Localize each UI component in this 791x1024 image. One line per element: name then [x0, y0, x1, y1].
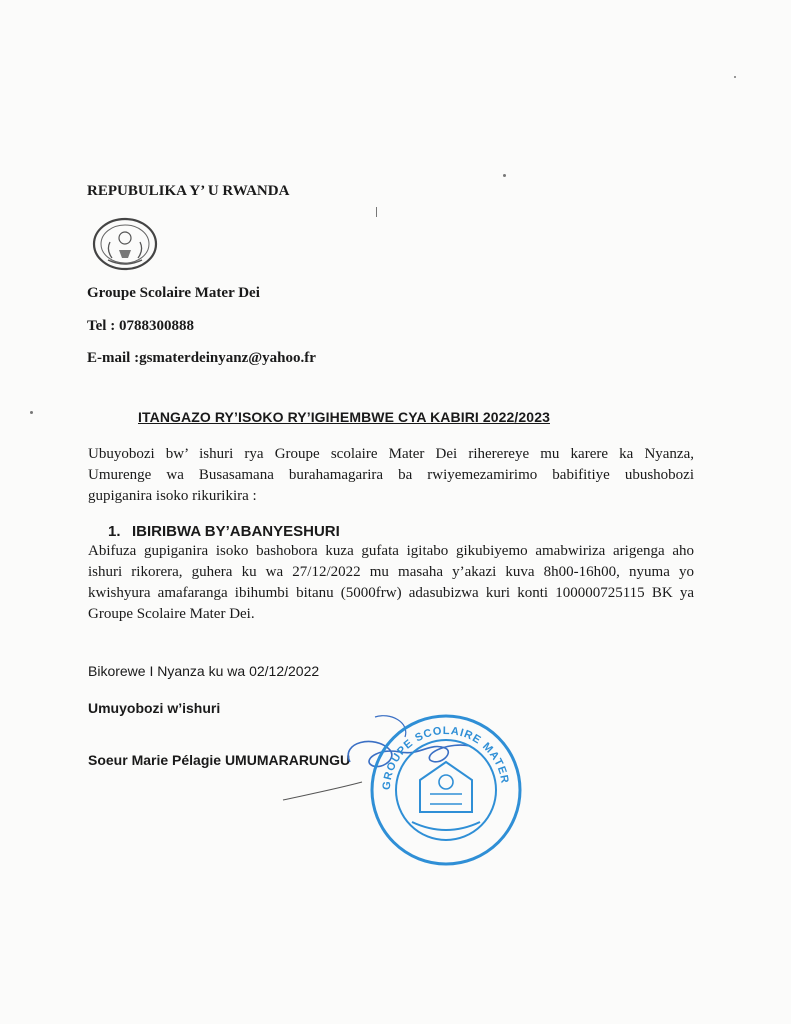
item-number: 1.	[108, 523, 121, 540]
body-line: Abifuza gupiganira isoko bashobora kuza gufata igitabo gikubiyemo amabwiriza arigenga aho	[88, 543, 694, 559]
scan-speck	[503, 174, 506, 177]
scan-speck	[376, 207, 377, 217]
signatory-name: Soeur Marie Pélagie UMUMARARUNGU	[88, 752, 351, 768]
body-line: ishuri rikorera, guhera ku wa 27/12/2022 mu masaha y’akazi kuva 8h00-16h00, nyuma yo	[88, 564, 694, 580]
school-name: Groupe Scolaire Mater Dei	[87, 285, 260, 301]
tender-item	[108, 523, 340, 540]
country-header: REPUBULIKA Y’ U RWANDA	[87, 183, 290, 199]
rwanda-seal-logo	[90, 216, 160, 272]
body-paragraph	[88, 541, 694, 625]
email: E-mail :gsmaterdeinyanz@yahoo.fr	[87, 350, 316, 366]
body-line: kwishyura amafaranga ibihumbi bitanu (5000frw) adasubizwa kuri konti 100000725115 BK ya	[88, 585, 694, 601]
signatory-role: Umuyobozi w’ishuri	[88, 700, 221, 716]
place-date: Bikorewe I Nyanza ku wa 02/12/2022	[88, 663, 320, 679]
school-stamp	[368, 712, 524, 868]
scan-speck	[734, 76, 736, 78]
scan-speck	[30, 411, 33, 414]
intro-line: gupiganira isoko rikurikira :	[88, 488, 257, 504]
body-line: Groupe Scolaire Mater Dei.	[88, 606, 255, 622]
stamp-text: GROUPE SCOLAIRE MATER	[380, 724, 511, 791]
intro-paragraph	[88, 444, 694, 507]
item-title: IBIRIBWA BY’ABANYESHURI	[132, 523, 340, 540]
notice-title: ITANGAZO RY’ISOKO RY’IGIHEMBWE CYA KABIRI 2022/2023	[138, 409, 550, 425]
telephone: Tel : 0788300888	[87, 318, 194, 334]
intro-line: Ubuyobozi bw’ ishuri rya Groupe scolaire Mater Dei riherereye mu karere ka Nyanza,	[88, 446, 694, 462]
intro-line: Umurenge wa Busasamana burahamagarira ba rwiyemezamirimo babifitiye ubushobozi	[88, 467, 694, 483]
